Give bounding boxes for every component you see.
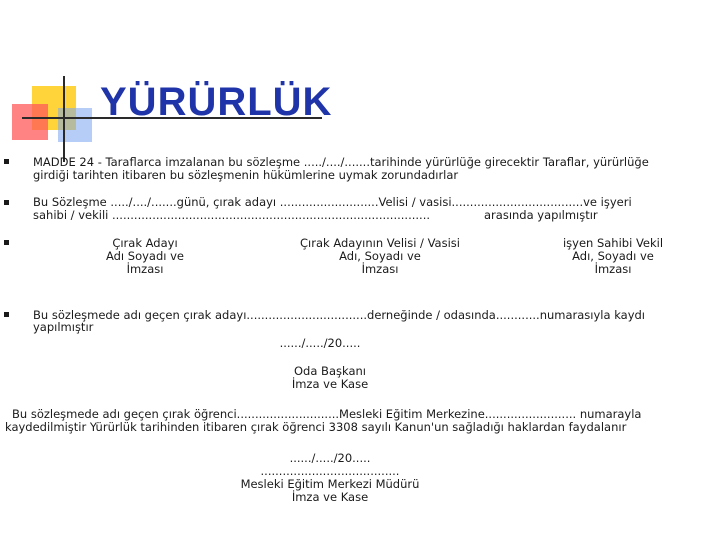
- item1-line1: MADDE 24 - Taraflarca imzalanan bu sözleşme ...../..../.......tarihinde yürürlüğe girecektir Taraflar, yürürlüğe: [33, 155, 649, 169]
- item4-date: ....../...../20.....: [279, 336, 361, 350]
- chamber-sign-label: İmza ve Kase: [291, 377, 369, 391]
- signature-col-guardian: [280, 237, 480, 276]
- decor-red-square: [12, 104, 48, 140]
- item2-line2b: arasında yapılmıştır: [484, 208, 598, 222]
- item1-line2: girdiği tarihten itibaren bu sözleşmenin hükümlerine uymak zorundadırlar: [33, 168, 459, 182]
- chamber-signature: [220, 365, 440, 391]
- item2-line2a: sahibi / vekili .......................................................................................: [33, 208, 431, 222]
- director-title: Mesleki Eğitim Merkezi Müdürü: [240, 477, 420, 491]
- sig-label: işyen Sahibi Vekil: [562, 236, 664, 250]
- item4-line1: Bu sözleşmede adı geçen çırak adayı.................................derneğinde / odasında............numarasıyla kaydı: [33, 308, 645, 322]
- director-date: ....../...../20.....: [289, 451, 371, 465]
- sig-label: Çırak Adayı: [112, 236, 178, 250]
- decor-vertical-line: [63, 76, 65, 162]
- bullet-icon: [4, 312, 9, 317]
- sig-label: Adı Soyadı ve: [105, 249, 185, 263]
- item2-line1: Bu Sözleşme ...../..../.......günü, çırak adayı ...........................Velisi / vasisi....................................ve işyeri: [33, 195, 632, 209]
- sig-label: İmzası: [361, 262, 399, 276]
- item4-line2: yapılmıştır: [33, 320, 94, 334]
- paragraph-line1: Bu sözleşmede adı geçen çırak öğrenci............................Mesleki Eğitim Merkezine......................... numarayla: [12, 407, 642, 421]
- director-sign-label: İmza ve Kase: [291, 490, 369, 504]
- signature-col-employer: [528, 237, 698, 276]
- sig-label: Adı, Soyadı ve: [339, 249, 421, 263]
- bullet-icon: [4, 240, 9, 245]
- slide-title: YÜRÜRLÜK: [100, 80, 333, 124]
- sig-label: Çırak Adayının Velisi / Vasisi: [300, 236, 460, 250]
- bullet-icon: [4, 159, 9, 164]
- signature-col-apprentice: [80, 237, 210, 276]
- director-dots: ......................................: [260, 464, 400, 478]
- sig-label: Adı, Soyadı ve: [572, 249, 654, 263]
- sig-label: İmzası: [126, 262, 164, 276]
- paragraph-line2: kaydedilmiştir Yürürlük tarihinden itibaren çırak öğrenci 3308 sayılı Kanun'un sağladığı haklardan faydalanır: [5, 420, 627, 434]
- director-signature: [180, 452, 480, 504]
- chamber-title: Oda Başkanı: [294, 364, 366, 378]
- sig-label: İmzası: [594, 262, 632, 276]
- bullet-icon: [4, 200, 9, 205]
